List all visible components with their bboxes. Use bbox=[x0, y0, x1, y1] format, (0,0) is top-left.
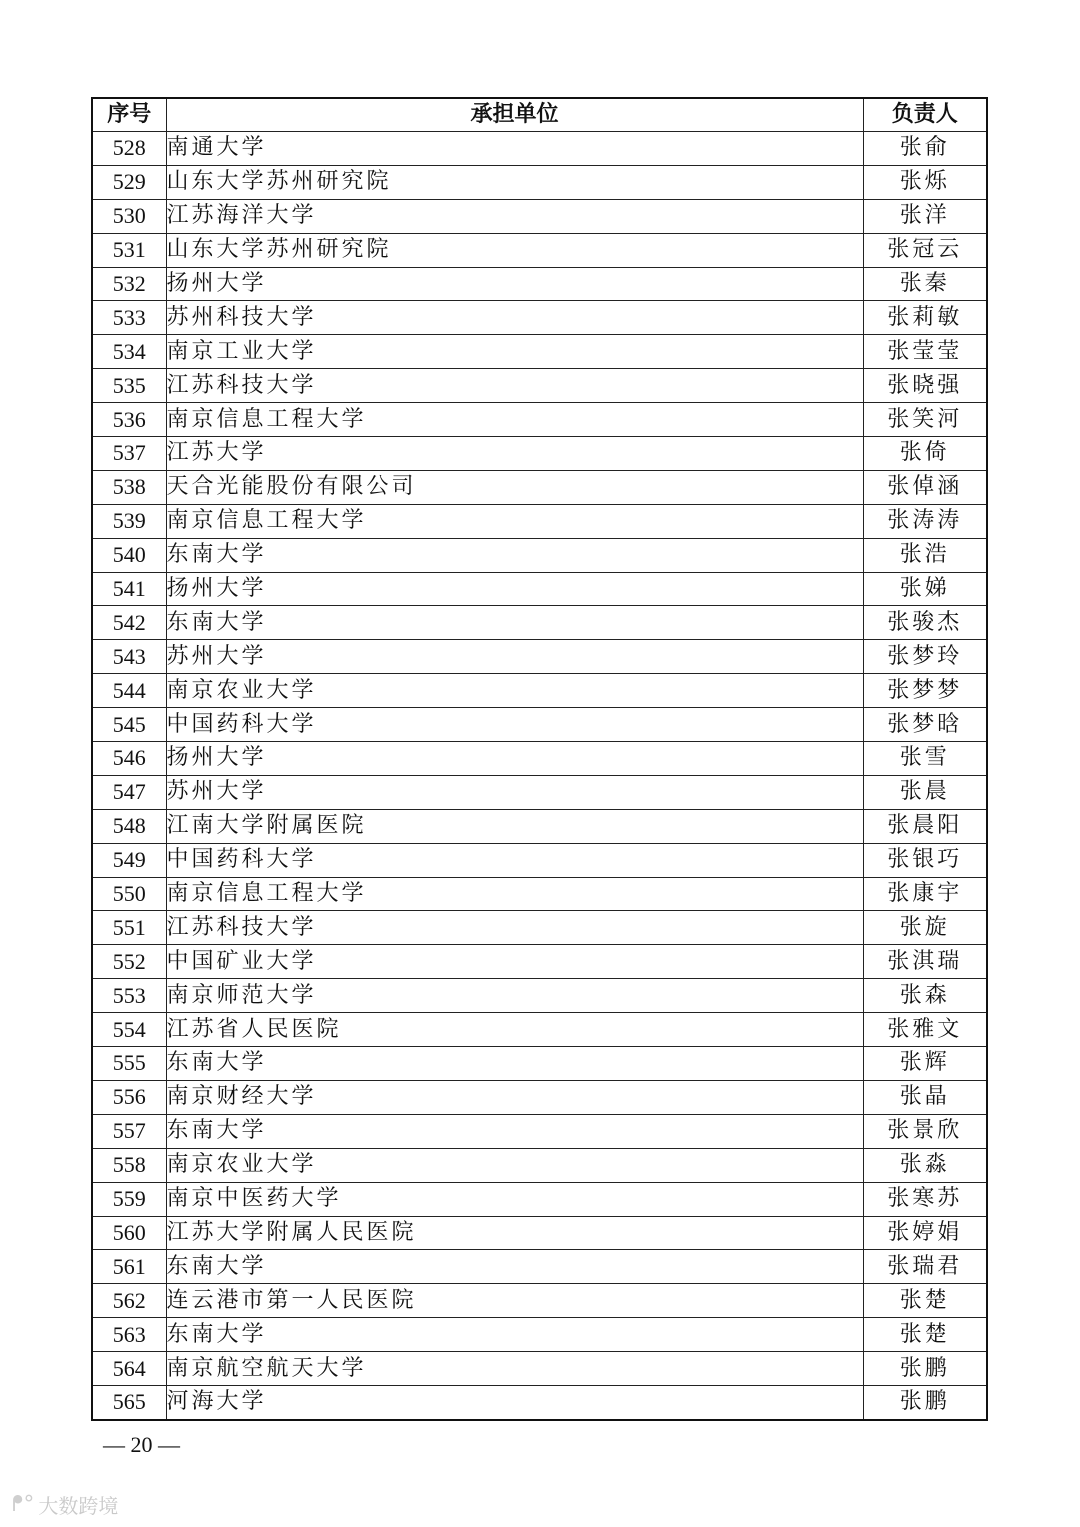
table-row bbox=[92, 843, 987, 877]
table-row bbox=[92, 1080, 987, 1114]
table-row bbox=[92, 572, 987, 606]
row-organization: 苏州大学 bbox=[166, 775, 863, 809]
table-row bbox=[92, 403, 987, 437]
row-organization: 江苏科技大学 bbox=[166, 369, 863, 403]
header-person: 负责人 bbox=[863, 98, 987, 132]
table-row bbox=[92, 1352, 987, 1386]
row-person: 张烁 bbox=[863, 165, 987, 199]
row-index: 563 bbox=[92, 1318, 166, 1352]
row-index: 557 bbox=[92, 1114, 166, 1148]
row-person: 张倬涵 bbox=[863, 470, 987, 504]
row-index: 543 bbox=[92, 640, 166, 674]
row-person: 张景欣 bbox=[863, 1114, 987, 1148]
table-row bbox=[92, 437, 987, 471]
row-organization: 扬州大学 bbox=[166, 742, 863, 776]
table-row bbox=[92, 674, 987, 708]
row-index: 561 bbox=[92, 1250, 166, 1284]
row-person: 张梦玲 bbox=[863, 640, 987, 674]
table-row bbox=[92, 1250, 987, 1284]
row-index: 540 bbox=[92, 538, 166, 572]
table-row bbox=[92, 335, 987, 369]
row-index: 548 bbox=[92, 809, 166, 843]
row-index: 547 bbox=[92, 775, 166, 809]
row-person: 张浩 bbox=[863, 538, 987, 572]
page-number: — 20 — bbox=[103, 1432, 180, 1457]
row-organization: 南京信息工程大学 bbox=[166, 403, 863, 437]
row-index: 545 bbox=[92, 708, 166, 742]
table-row bbox=[92, 911, 987, 945]
weibo-logo-icon: ᖰ° bbox=[12, 1492, 35, 1517]
row-index: 555 bbox=[92, 1047, 166, 1081]
row-person: 张鹏 bbox=[863, 1352, 987, 1386]
row-organization: 江南大学附属医院 bbox=[166, 809, 863, 843]
row-person: 张莉敏 bbox=[863, 301, 987, 335]
row-person: 张骏杰 bbox=[863, 606, 987, 640]
table-row bbox=[92, 877, 987, 911]
row-person: 张雅文 bbox=[863, 1013, 987, 1047]
row-index: 560 bbox=[92, 1216, 166, 1250]
row-person: 张洋 bbox=[863, 199, 987, 233]
table-row bbox=[92, 1182, 987, 1216]
table-row bbox=[92, 1148, 987, 1182]
row-person: 张冠云 bbox=[863, 233, 987, 267]
row-index: 559 bbox=[92, 1182, 166, 1216]
table-row bbox=[92, 165, 987, 199]
row-index: 542 bbox=[92, 606, 166, 640]
row-organization: 江苏大学附属人民医院 bbox=[166, 1216, 863, 1250]
row-organization: 河海大学 bbox=[166, 1385, 863, 1419]
row-organization: 南京工业大学 bbox=[166, 335, 863, 369]
row-person: 张康宇 bbox=[863, 877, 987, 911]
row-index: 534 bbox=[92, 335, 166, 369]
table-row bbox=[92, 1047, 987, 1081]
row-person: 张秦 bbox=[863, 267, 987, 301]
row-index: 544 bbox=[92, 674, 166, 708]
row-person: 张旋 bbox=[863, 911, 987, 945]
row-organization: 东南大学 bbox=[166, 1318, 863, 1352]
row-person: 张梦梦 bbox=[863, 674, 987, 708]
row-organization: 南京信息工程大学 bbox=[166, 877, 863, 911]
row-person: 张雪 bbox=[863, 742, 987, 776]
row-person: 张森 bbox=[863, 979, 987, 1013]
row-person: 张寒苏 bbox=[863, 1182, 987, 1216]
table-row bbox=[92, 979, 987, 1013]
row-index: 546 bbox=[92, 742, 166, 776]
row-person: 张涛涛 bbox=[863, 504, 987, 538]
row-organization: 扬州大学 bbox=[166, 267, 863, 301]
table-row bbox=[92, 233, 987, 267]
row-index: 554 bbox=[92, 1013, 166, 1047]
row-organization: 南京农业大学 bbox=[166, 674, 863, 708]
row-index: 530 bbox=[92, 199, 166, 233]
row-index: 535 bbox=[92, 369, 166, 403]
row-index: 550 bbox=[92, 877, 166, 911]
row-index: 551 bbox=[92, 911, 166, 945]
row-person: 张晓强 bbox=[863, 369, 987, 403]
table-row bbox=[92, 301, 987, 335]
row-person: 张淇瑞 bbox=[863, 945, 987, 979]
row-organization: 扬州大学 bbox=[166, 572, 863, 606]
row-index: 529 bbox=[92, 165, 166, 199]
table-row bbox=[92, 945, 987, 979]
row-organization: 山东大学苏州研究院 bbox=[166, 233, 863, 267]
row-organization: 江苏省人民医院 bbox=[166, 1013, 863, 1047]
row-organization: 山东大学苏州研究院 bbox=[166, 165, 863, 199]
row-organization: 苏州大学 bbox=[166, 640, 863, 674]
row-person: 张娣 bbox=[863, 572, 987, 606]
row-index: 533 bbox=[92, 301, 166, 335]
row-index: 549 bbox=[92, 843, 166, 877]
row-organization: 南京农业大学 bbox=[166, 1148, 863, 1182]
header-index: 序号 bbox=[92, 98, 166, 132]
row-organization: 中国药科大学 bbox=[166, 843, 863, 877]
table-row bbox=[92, 1013, 987, 1047]
row-person: 张楚 bbox=[863, 1284, 987, 1318]
row-organization: 南京师范大学 bbox=[166, 979, 863, 1013]
row-person: 张晶 bbox=[863, 1080, 987, 1114]
row-person: 张梦晗 bbox=[863, 708, 987, 742]
row-person: 张鹏 bbox=[863, 1385, 987, 1419]
table-row bbox=[92, 538, 987, 572]
table-row bbox=[92, 1114, 987, 1148]
row-person: 张淼 bbox=[863, 1148, 987, 1182]
row-index: 552 bbox=[92, 945, 166, 979]
row-person: 张晨 bbox=[863, 775, 987, 809]
row-organization: 东南大学 bbox=[166, 538, 863, 572]
table-row bbox=[92, 132, 987, 166]
row-person: 张俞 bbox=[863, 132, 987, 166]
table-row bbox=[92, 1284, 987, 1318]
row-index: 564 bbox=[92, 1352, 166, 1386]
table-header-row bbox=[92, 98, 987, 132]
row-index: 558 bbox=[92, 1148, 166, 1182]
row-organization: 中国药科大学 bbox=[166, 708, 863, 742]
watermark bbox=[12, 1490, 118, 1519]
row-index: 556 bbox=[92, 1080, 166, 1114]
row-organization: 东南大学 bbox=[166, 606, 863, 640]
row-person: 张婷娟 bbox=[863, 1216, 987, 1250]
row-index: 538 bbox=[92, 470, 166, 504]
table-row bbox=[92, 809, 987, 843]
row-index: 532 bbox=[92, 267, 166, 301]
row-organization: 江苏海洋大学 bbox=[166, 199, 863, 233]
table-row bbox=[92, 470, 987, 504]
row-organization: 天合光能股份有限公司 bbox=[166, 470, 863, 504]
row-index: 539 bbox=[92, 504, 166, 538]
row-person: 张倚 bbox=[863, 437, 987, 471]
row-organization: 江苏科技大学 bbox=[166, 911, 863, 945]
row-index: 536 bbox=[92, 403, 166, 437]
row-organization: 南通大学 bbox=[166, 132, 863, 166]
table-row bbox=[92, 504, 987, 538]
row-index: 528 bbox=[92, 132, 166, 166]
row-person: 张晨阳 bbox=[863, 809, 987, 843]
row-person: 张瑞君 bbox=[863, 1250, 987, 1284]
row-person: 张银巧 bbox=[863, 843, 987, 877]
row-organization: 南京航空航天大学 bbox=[166, 1352, 863, 1386]
row-organization: 东南大学 bbox=[166, 1250, 863, 1284]
row-organization: 江苏大学 bbox=[166, 437, 863, 471]
row-index: 562 bbox=[92, 1284, 166, 1318]
row-organization: 南京财经大学 bbox=[166, 1080, 863, 1114]
table-row bbox=[92, 1385, 987, 1419]
table-row bbox=[92, 267, 987, 301]
row-index: 531 bbox=[92, 233, 166, 267]
row-organization: 东南大学 bbox=[166, 1114, 863, 1148]
table-row bbox=[92, 640, 987, 674]
table-row bbox=[92, 1216, 987, 1250]
table-row bbox=[92, 1318, 987, 1352]
watermark-text: 大数跨境 bbox=[38, 1494, 119, 1518]
table-row bbox=[92, 708, 987, 742]
row-index: 537 bbox=[92, 437, 166, 471]
row-person: 张辉 bbox=[863, 1047, 987, 1081]
row-index: 541 bbox=[92, 572, 166, 606]
row-person: 张莹莹 bbox=[863, 335, 987, 369]
row-person: 张楚 bbox=[863, 1318, 987, 1352]
table-row bbox=[92, 775, 987, 809]
project-table bbox=[91, 97, 988, 1421]
row-organization: 苏州科技大学 bbox=[166, 301, 863, 335]
row-organization: 东南大学 bbox=[166, 1047, 863, 1081]
row-index: 565 bbox=[92, 1385, 166, 1419]
table-row bbox=[92, 199, 987, 233]
table-row bbox=[92, 606, 987, 640]
row-person: 张笑河 bbox=[863, 403, 987, 437]
table-row bbox=[92, 369, 987, 403]
row-organization: 连云港市第一人民医院 bbox=[166, 1284, 863, 1318]
header-organization: 承担单位 bbox=[166, 98, 863, 132]
row-index: 553 bbox=[92, 979, 166, 1013]
row-organization: 中国矿业大学 bbox=[166, 945, 863, 979]
table-row bbox=[92, 742, 987, 776]
row-organization: 南京中医药大学 bbox=[166, 1182, 863, 1216]
row-organization: 南京信息工程大学 bbox=[166, 504, 863, 538]
